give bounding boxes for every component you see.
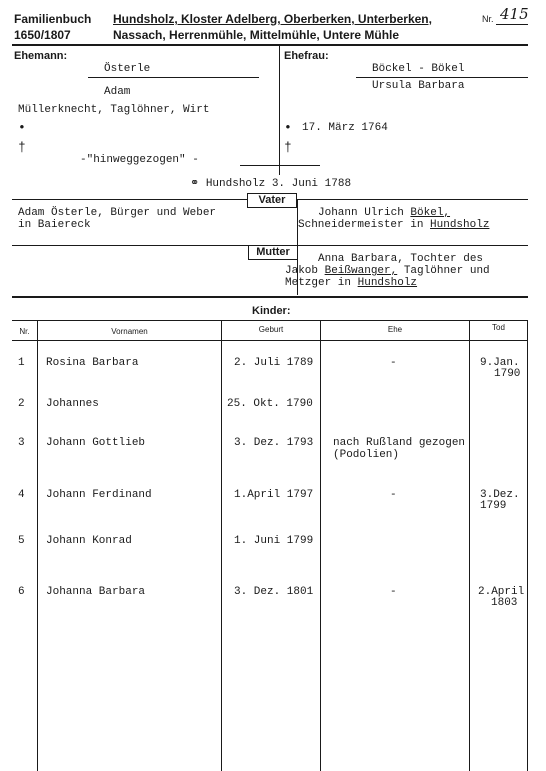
child-death-year: 1790 <box>494 368 521 380</box>
wife-birth: 17. März 1764 <box>302 122 388 134</box>
child-birth: 3. Dez. 1793 <box>234 437 314 449</box>
marriage-connector <box>240 165 320 166</box>
wife-birth-symbol: • <box>284 120 292 135</box>
husband-surname: Österle <box>104 63 151 75</box>
child-nr: 6 <box>18 586 25 598</box>
husband-given: Adam <box>104 86 131 98</box>
kinder-label: Kinder: <box>252 305 291 317</box>
col-header-geburt: Geburt <box>258 325 284 334</box>
mutter-wife-line-1: Anna Barbara, Tochter des <box>318 253 484 265</box>
child-name: Johann Konrad <box>46 535 132 547</box>
wife-given: Ursula Barbara <box>372 80 465 92</box>
col-rule-ehe <box>469 321 470 771</box>
child-name: Johann Ferdinand <box>46 489 152 501</box>
child-nr: 3 <box>18 437 25 449</box>
child-birth: 3. Dez. 1801 <box>234 586 314 598</box>
child-birth: 25. Okt. 1790 <box>227 398 313 410</box>
col-rule-vornamen <box>221 321 222 771</box>
husband-note: -"hinweggezogen" - <box>80 154 199 166</box>
nr-label: Nr. <box>482 14 494 24</box>
vater-wife-line-1: Johann Ulrich Bökel, <box>318 207 451 219</box>
child-nr: 2 <box>18 398 25 410</box>
child-marriage: - <box>390 586 397 598</box>
child-marriage: - <box>390 489 397 501</box>
child-name: Johannes <box>46 398 99 410</box>
child-nr: 1 <box>18 357 25 369</box>
child-marriage: - <box>390 357 397 369</box>
col-rule-geburt <box>320 321 321 771</box>
nr-value: 415 <box>500 5 529 23</box>
husband-surname-line <box>88 77 259 78</box>
center-divider <box>279 45 280 165</box>
table-top-rule <box>12 320 528 321</box>
header-rule <box>12 44 528 46</box>
child-birth: 1. Juni 1799 <box>234 535 314 547</box>
marriage-entry: ⚭ Hundsholz 3. Juni 1788 <box>190 178 352 190</box>
mutter-label: Mutter <box>248 245 298 260</box>
wife-label: Ehefrau: <box>284 50 329 62</box>
places-line-1: Hundsholz, Kloster Adelberg, Oberberken, Unterberken, <box>113 12 432 26</box>
wife-surname: Böckel - Bökel <box>372 63 465 75</box>
child-name: Johann Gottlieb <box>46 437 146 449</box>
col-rule-right <box>527 321 528 771</box>
husband-label: Ehemann: <box>14 50 68 62</box>
vater-husband-line-2: in Baiereck <box>18 219 91 231</box>
child-death: 3.Dez. <box>480 489 520 501</box>
kinder-rule <box>12 296 528 298</box>
wife-death-symbol: † <box>284 140 292 155</box>
vater-wife-line-2: Schneidermeister in Hundsholz <box>298 219 490 231</box>
child-name: Johanna Barbara <box>46 586 146 598</box>
book-years: 1650/1807 <box>14 28 71 42</box>
table-header-rule <box>12 340 528 341</box>
col-header-nr: Nr. <box>19 327 30 336</box>
places-line-2: Nassach, Herrenmühle, Mittelmühle, Untere Mühle <box>113 28 400 42</box>
mutter-wife-line-3: Metzger in Hundsholz <box>285 277 418 289</box>
husband-birth-symbol: • <box>18 120 26 135</box>
marriage-tick <box>279 165 280 175</box>
child-death: 9.Jan. <box>480 357 520 369</box>
husband-death-symbol: † <box>18 140 26 155</box>
child-name: Rosina Barbara <box>46 357 139 369</box>
child-death-year: 1799 <box>480 500 507 512</box>
wife-surname-line <box>356 77 528 78</box>
vater-label: Vater <box>247 193 297 208</box>
col-header-tod: Tod <box>492 323 505 332</box>
col-header-ehe: Ehe <box>387 325 403 334</box>
child-birth: 1.April 1797 <box>234 489 314 501</box>
child-marriage: nach Rußland gezogen <box>333 437 466 449</box>
child-death-year: 1803 <box>491 597 518 609</box>
child-death: 2.April <box>478 586 525 598</box>
vater-husband-line-1: Adam Österle, Bürger und Weber <box>18 207 217 219</box>
child-birth: 2. Juli 1789 <box>234 357 314 369</box>
child-nr: 5 <box>18 535 25 547</box>
nr-underline <box>496 24 528 25</box>
husband-occupation: Müllerknecht, Taglöhner, Wirt <box>18 104 210 116</box>
col-header-vornamen: Vornamen <box>111 327 148 336</box>
col-rule-nr <box>37 321 38 771</box>
mutter-wife-line-2: Jakob Beißwanger, Taglöhner und <box>285 265 490 277</box>
book-title: Familienbuch <box>14 12 92 26</box>
child-marriage-place: (Podolien) <box>333 449 400 461</box>
child-nr: 4 <box>18 489 25 501</box>
